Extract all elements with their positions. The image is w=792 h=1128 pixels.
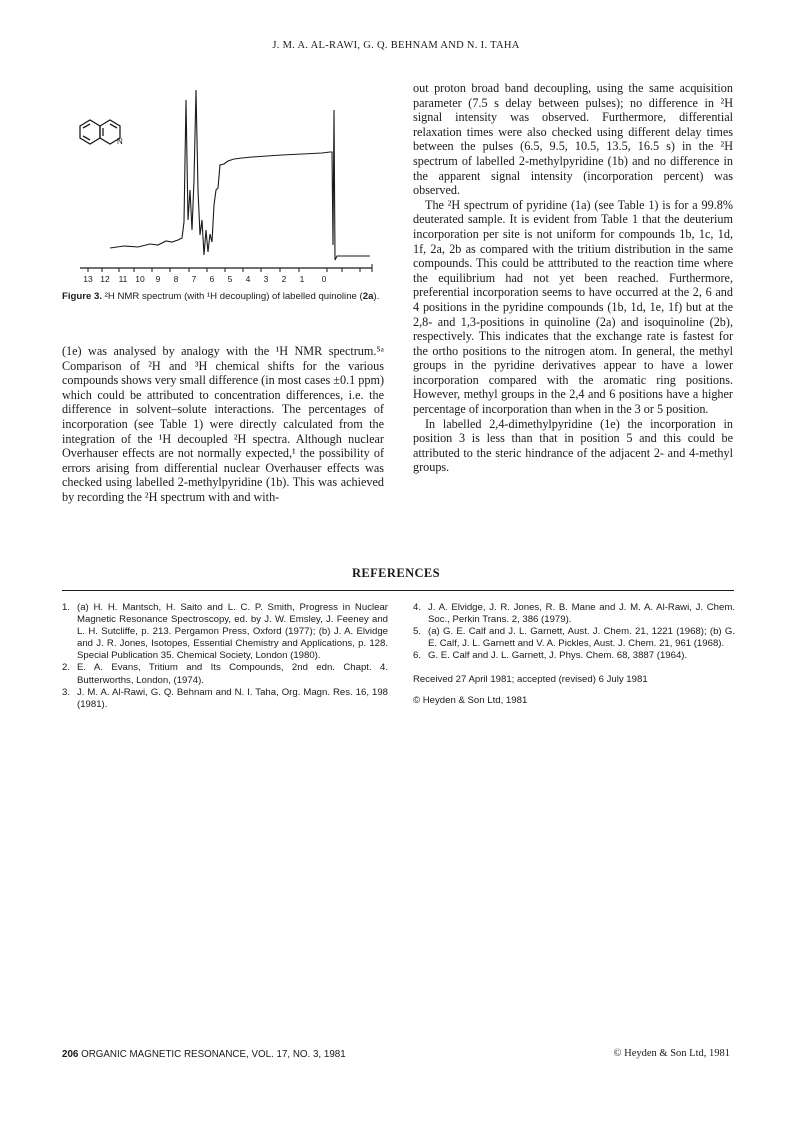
left-column [62, 344, 384, 505]
x-tick-label: 13 [83, 274, 93, 284]
reference-number: 3. [62, 686, 71, 698]
x-tick-label: 1 [299, 274, 305, 284]
journal-citation: ORGANIC MAGNETIC RESONANCE, VOL. 17, NO. 3, 1981 [78, 1049, 346, 1060]
body-paragraph: The ²H spectrum of pyridine (1a) (see Table 1) is for a 99.8% deuterated sample. It is evident from Table 1 that the deuterium incorporation per site is not uniform for compounds 1b, 1c, 1d, 1f, 2a, 2b as compared with the tritium distribution in the same compounds. This could be atttributed to the reaction time where the equilibrium had not yet been reached. Furthermore, preferential incorporation seems to have occurred at the 2, 6 and 4 positions in the pyridine compounds (1b, 1d, 1e, 1f) but at the 2,8- and 1,3-positions in quinoline (2a) and isoquinoline (2b), respectively. This indicates that the exchange rate is fastest for the ortho positions to the nitrogen atom. In general, the methyl groups in the pyridine derivatives appear to have a lower incorporation compared with the aromatic ring positions. However, methyl groups in the 2,4 and 6 positions have a higher percentage of incorporation than when in the 3 or 5 position. [413, 197, 733, 417]
reference-item [413, 626, 735, 650]
reference-text: G. E. Calf and J. L. Garnett, J. Phys. Chem. 68, 3887 (1964). [428, 650, 688, 662]
reference-item [62, 662, 388, 686]
reference-number: 4. [413, 602, 422, 613]
body-paragraph: In labelled 2,4-dimethylpyridine (1e) the incorporation in position 3 is less than that in position 5 and this could be attributed to the steric hindrance of the adjacent 2- and 4-methyl groups. [413, 416, 733, 475]
x-tick-label: 6 [209, 274, 215, 284]
reference-item [413, 650, 735, 662]
body-paragraph: (1e) was analysed by analogy with the ¹H NMR spectrum.⁵ᵃ Comparison of ²H and ³H chemical shifts for the various compounds shows very small difference (in most cases ±0.1 ppm) which could be attributed to concentration differences, i.e. the difference in solvent–solute interactions. The percentages of incorporation (see Table 1) were directly calculated from the integration of the ¹H decoupled ²H spectra. Although nuclear Overhauser effects are not normally expected,¹ the possibility of errors arising from differential nuclear Overhauser effects was checked using labelled 2-methylpyridine (1b). This was achieved by recording the ²H spectrum with and with- [62, 344, 384, 504]
x-tick-label: 11 [118, 274, 128, 284]
spectrum-trace [110, 90, 370, 260]
reference-item [62, 687, 388, 711]
right-column [413, 81, 733, 475]
x-tick-label: 9 [155, 274, 161, 284]
reference-item [62, 602, 388, 662]
caption-text: ²H NMR spectrum (with ¹H decoupling) of labelled quinoline ( [101, 291, 363, 302]
caption-label: Figure 3. [62, 291, 102, 302]
references-rule [62, 590, 734, 591]
caption-compound: 2a [362, 291, 374, 302]
x-tick-label: 7 [191, 274, 197, 284]
received-dates: Received 27 April 1981; accepted (revised) 6 July 1981 [413, 674, 648, 686]
x-tick-label: 5 [227, 274, 233, 284]
x-tick-label: 10 [135, 274, 145, 284]
x-tick-label: 12 [100, 274, 110, 284]
x-tick-label: 0 [321, 274, 327, 284]
reference-text: E. A. Evans, Tritium and Its Compounds, 2nd edn. Chapt. 4. Butterworths, London, (1974). [77, 662, 388, 686]
reference-number: 1. [62, 602, 71, 613]
references-right [413, 602, 735, 707]
quinoline-structure [80, 120, 120, 144]
footer-copyright: © Heyden & Son Ltd, 1981 [613, 1048, 730, 1059]
reference-text: (a) H. H. Mantsch, H. Saito and L. C. P. Smith, Progress in Nuclear Magnetic Resonance Spectroscopy, ed. by J. W. Emsley, J. Feeney and L. H. Sutcliffe, p. 213. Pergamon Press, Oxford (1977); (b) J. A. Elvidge and J. R. Jones, Isotopes, Essential Chemistry and Applications, p. 128. Special Publication 35. Chemical Society, London (1980). [77, 602, 388, 662]
references-heading: REFERENCES [351, 566, 441, 580]
reference-text: J. A. Elvidge, J. R. Jones, R. B. Mane and J. M. A. Al-Rawi, J. Chem. Soc., Perkin Trans. 2, 386 (1979). [428, 602, 735, 626]
nmr-spectrum-plot [62, 70, 384, 290]
figure-caption [62, 291, 384, 303]
x-tick-label: 4 [245, 274, 251, 284]
x-tick-label: 3 [263, 274, 269, 284]
copyright-notice: © Heyden & Son Ltd, 1981 [413, 694, 528, 706]
reference-text: J. M. A. Al-Rawi, G. Q. Behnam and N. I. Taha, Org. Magn. Res. 16, 198 (1981). [77, 686, 388, 710]
x-tick-label: 2 [281, 274, 287, 284]
nitrogen-label: N [117, 137, 123, 146]
reference-number: 6. [413, 650, 422, 662]
page-number: 206 [62, 1049, 79, 1060]
caption-end: ). [373, 291, 380, 302]
body-paragraph: out proton broad band decoupling, using the same acquisition parameter (7.5 s delay between pulses); no difference in ²H signal intensity was observed. Furthermore, differential relaxation times were also checked using different delay times between the pulses (6.5, 9.5, 10.5, 13.5, 16.5 s) in the ²H spectrum of labelled 2-methylpyridine (1b) and no difference in the apparent signal intensity (incorporation percent) was observed. [413, 81, 733, 198]
references-left [62, 602, 388, 711]
x-tick-label: 8 [173, 274, 179, 284]
reference-text: (a) G. E. Calf and J. L. Garnett, Aust. J. Chem. 21, 1221 (1968); (b) G. E. Calf, J. L. Garnett and V. A. Pickles, Aust. J. Chem. 21, 961 (1968). [428, 626, 735, 650]
reference-number: 2. [62, 662, 71, 674]
page-footer [62, 1049, 346, 1060]
running-head: J. M. A. AL-RAWI, G. Q. BEHNAM AND N. I. TAHA [272, 40, 520, 51]
reference-item [413, 602, 735, 626]
reference-number: 5. [413, 626, 422, 638]
nmr-spectrum-figure [62, 70, 384, 290]
